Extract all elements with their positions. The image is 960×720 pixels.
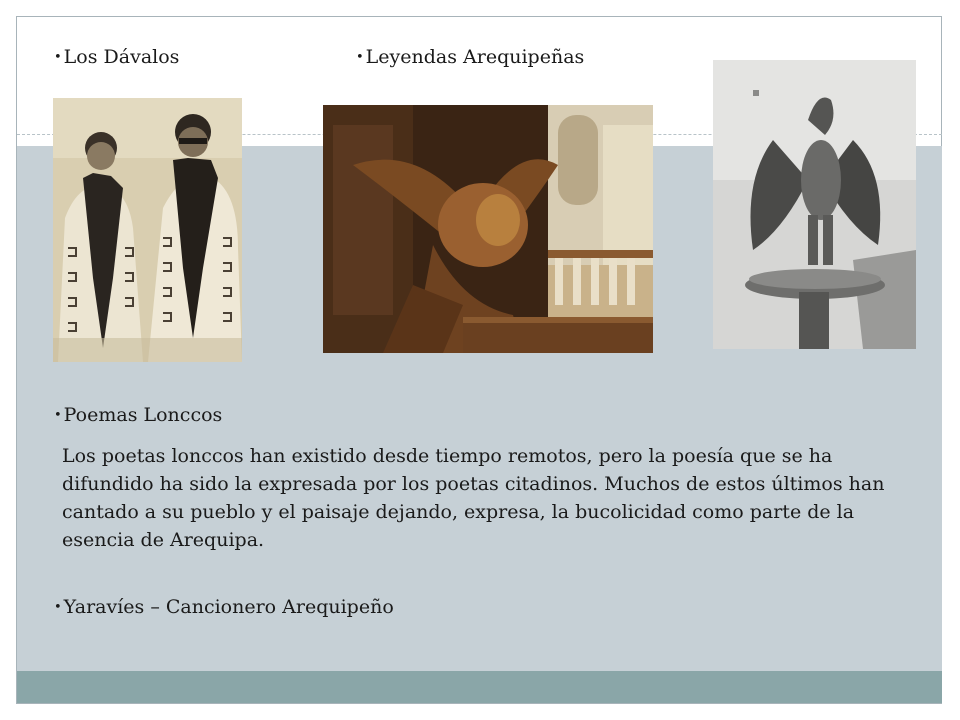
photo-winged-statue: [713, 60, 916, 349]
bullet-yaravies: • Yaravíes – Cancionero Arequipeño: [54, 596, 394, 618]
photo-los-davalos: [53, 98, 242, 362]
bullet-los-davalos: • Los Dávalos: [54, 46, 179, 68]
photo-carved-gargoyle: [323, 105, 653, 353]
bullet-leyendas-arequipenas: • Leyendas Arequipeñas: [356, 46, 584, 68]
footer-bar: [17, 671, 942, 703]
poemas-paragraph: Los poetas lonccos han existido desde tiempo remotos, pero la poesía que se ha difundido ha sido la expresada por los poetas citadinos. Muchos de estos últimos han cantado a su pueblo y el paisaje dejando, expresa, la bucolicidad como parte de la esencia de Arequipa.: [62, 445, 885, 551]
bullet-poemas-lonccos: • Poemas Lonccos: [54, 404, 222, 426]
